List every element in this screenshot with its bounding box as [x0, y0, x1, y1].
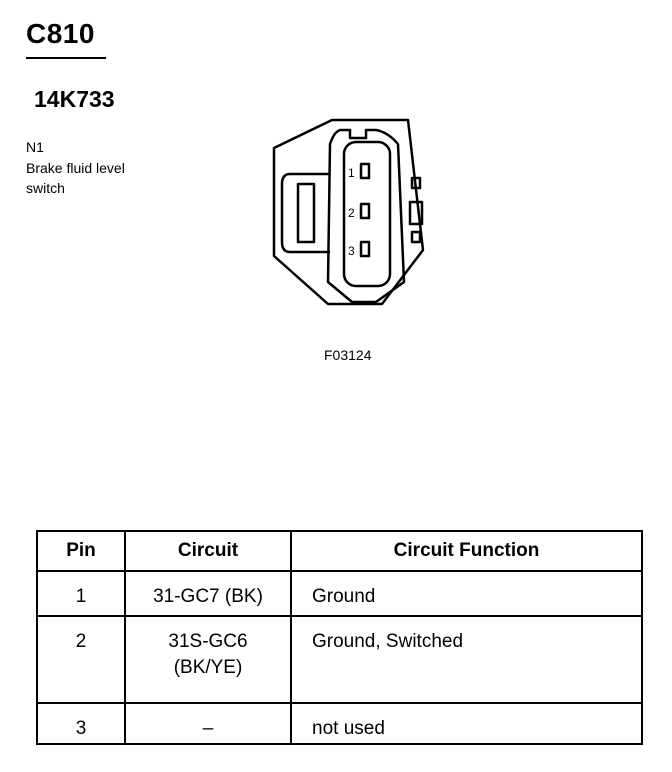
connector-description: Brake fluid level switch: [26, 160, 125, 196]
connector-inner-shell: [328, 130, 404, 302]
connector-location: N1: [26, 139, 44, 155]
title-underline: [26, 57, 106, 59]
pin-slot-2: [361, 204, 369, 218]
connector-latch: [282, 174, 330, 252]
row-pin: 2: [37, 616, 125, 703]
header-pin: Pin: [37, 531, 125, 571]
header-circuit: Circuit: [125, 531, 291, 571]
row-circuit: [125, 703, 291, 744]
row-circuit-line: 31S-GC6: [168, 631, 248, 652]
pin-label-2: 2: [348, 206, 355, 220]
row-pin: 1: [37, 571, 125, 616]
row-circuit: [125, 571, 291, 616]
pin-slot-3: [361, 242, 369, 256]
connector-id: C810: [26, 18, 95, 49]
table-row: [37, 703, 642, 744]
row-pin: 3: [37, 703, 125, 744]
row-circuit-line: –: [202, 718, 214, 739]
row-circuit: [125, 616, 291, 703]
table-header-row: [37, 531, 642, 571]
part-number: 14K733: [34, 86, 115, 112]
pin-label-1: 1: [348, 166, 355, 180]
pin-slot-1: [361, 164, 369, 178]
table-row: [37, 571, 642, 616]
connector-latch-inner: [298, 184, 314, 242]
row-function: Ground, Switched: [291, 616, 642, 703]
side-tab-3: [412, 232, 420, 242]
row-function: not used: [291, 703, 642, 744]
header-circuit-function: Circuit Function: [291, 531, 642, 571]
table-row: [37, 616, 642, 703]
row-circuit-line: (BK/YE): [173, 657, 243, 678]
row-function: Ground: [291, 571, 642, 616]
pin-table: [36, 530, 643, 745]
pin-label-3: 3: [348, 244, 355, 258]
connector-face-diagram: [268, 118, 438, 324]
figure-id: F03124: [324, 347, 372, 363]
row-circuit-line: 31-GC7 (BK): [153, 586, 263, 607]
